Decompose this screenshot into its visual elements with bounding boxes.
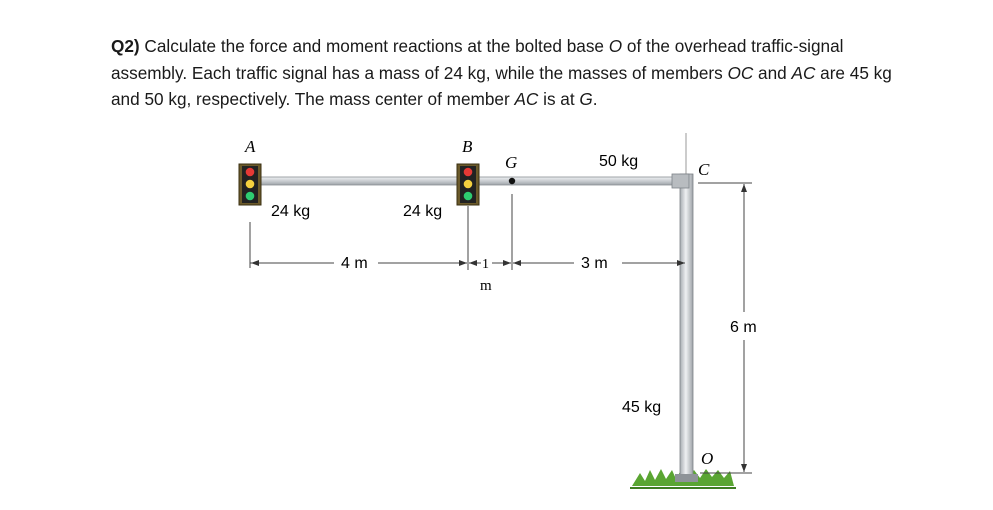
member-ac-ref-2: AC xyxy=(514,89,539,109)
problem-text-3: and xyxy=(753,62,792,83)
problem-text-1: Calculate the force and moment reactions at the bolted base xyxy=(139,36,609,56)
problem-text-2: of the overhead traffic-signal assembly. Each traffic signal has a mass of 24 kg, while the masses of members xyxy=(111,36,844,83)
label-mass-signal-b: 24 kg xyxy=(403,203,443,220)
arm-joint xyxy=(672,174,689,188)
pole-oc xyxy=(680,174,693,479)
traffic-signal-b xyxy=(457,164,479,205)
problem-text-4: are 45 kg and 50 kg, respectively. The mass center of member xyxy=(111,62,892,109)
problem-text-6: . xyxy=(592,89,598,109)
label-point-g: G xyxy=(505,153,518,172)
point-o-ref: O xyxy=(608,36,623,56)
dim-arrow-top xyxy=(741,184,747,192)
dim-arrow-b xyxy=(469,260,477,266)
label-mass-arm: 50 kg xyxy=(599,153,639,170)
question-number: Q2) xyxy=(111,36,140,56)
label-dim-bg-num: 1 xyxy=(482,257,489,272)
member-ac-ref: AC xyxy=(791,62,816,83)
label-point-c: C xyxy=(698,160,710,179)
label-point-o: O xyxy=(701,449,714,468)
label-dim-ab: 4 m xyxy=(341,255,368,272)
mass-center-g-dot xyxy=(509,178,515,184)
label-dim-bg-unit: m xyxy=(480,278,492,294)
label-dim-height: 6 m xyxy=(730,319,757,336)
dim-arrow-a xyxy=(251,260,259,266)
label-point-a: A xyxy=(245,137,256,156)
point-g-ref: G xyxy=(579,89,593,109)
pole-base-plate xyxy=(675,474,698,482)
label-mass-pole: 45 kg xyxy=(622,399,662,416)
dim-arrow-g xyxy=(513,260,521,266)
label-mass-signal-a: 24 kg xyxy=(271,203,311,220)
label-point-b: B xyxy=(462,137,473,156)
label-dim-gc: 3 m xyxy=(581,255,608,272)
traffic-signal-a xyxy=(239,164,261,205)
member-oc-ref: OC xyxy=(727,62,754,83)
problem-text-5: is at xyxy=(538,89,580,109)
